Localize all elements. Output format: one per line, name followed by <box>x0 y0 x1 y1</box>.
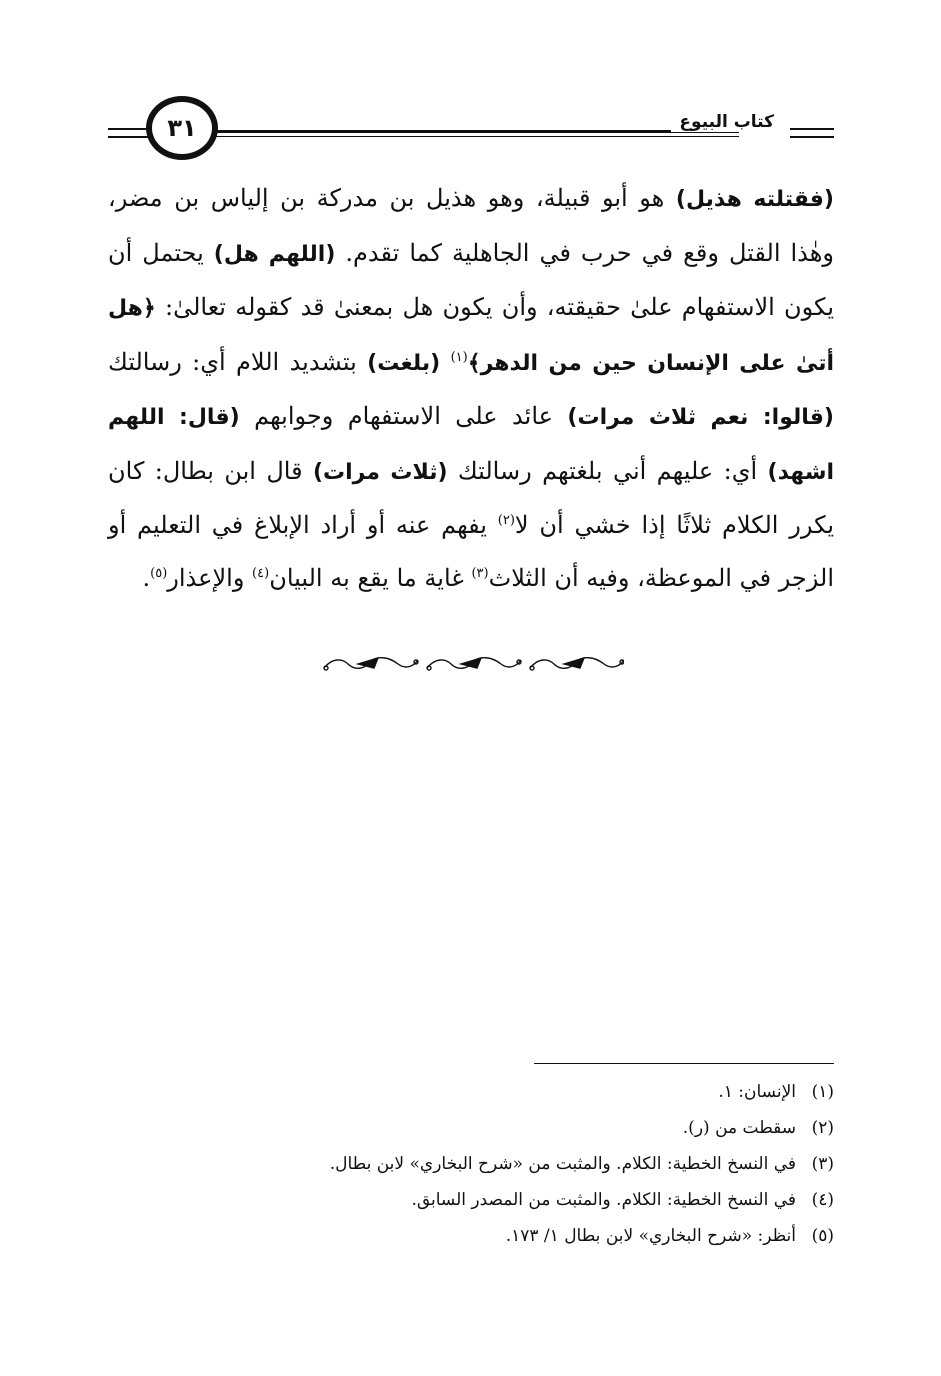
commentary-text: . <box>142 563 151 592</box>
footnote-text: أنظر: «شرح البخاري» لابن بطال ١/ ١٧٣. <box>505 1226 796 1246</box>
body-paragraph <box>108 172 834 604</box>
header-rule <box>206 130 739 133</box>
commentary-text: قال ابن بطال: كان يكرر الكلام ثلاثًا إذا خشي أن لا <box>108 456 835 539</box>
commentary-text: والإعذار <box>167 563 253 592</box>
commentary-text: هو أبو قبيلة، وهو هذيل بن مدركة بن إلياس بن مضر، وهٰذا القتل وقع في حرب في الجاهلية كما تقدم. <box>108 184 835 267</box>
footnote <box>108 1146 834 1182</box>
footnote <box>108 1074 834 1110</box>
header-rule <box>206 136 739 137</box>
footnotes <box>108 1074 834 1254</box>
footnote-marker: (٢) <box>497 513 515 528</box>
footnote-number: (٣) <box>811 1154 834 1174</box>
quoted-hadith-phrase: (قال: اللهم اشهد) <box>108 405 835 485</box>
commentary-text: عائد على الاستفهام وجوابهم <box>239 402 568 430</box>
quoted-hadith-phrase: (اللهم هل) <box>213 241 336 267</box>
quoted-hadith-phrase: (ثلاث مرات) <box>312 459 448 485</box>
quoted-hadith-phrase: ﴿هل أتىٰ على الإنسان حين من الدهر﴾ <box>108 296 834 376</box>
page-header <box>108 92 834 164</box>
footnote-text: في النسخ الخطية: الكلام. والمثبت من المصدر السابق. <box>411 1190 796 1210</box>
commentary-text: بتشديد اللام أي: رسالتك <box>108 347 368 376</box>
commentary-text: يحتمل أن يكون الاستفهام علىٰ حقيقته، وأن يكون هل بمعنىٰ قد كقوله تعالىٰ: <box>108 238 834 321</box>
footnote <box>108 1110 834 1146</box>
quoted-hadith-phrase: (قالوا: نعم ثلاث مرات) <box>567 405 834 430</box>
commentary-text: أي: عليهم أني بلغتهم رسالتك <box>447 456 768 485</box>
footnote-number: (١) <box>811 1082 834 1102</box>
page-number-badge <box>146 96 218 160</box>
quoted-hadith-phrase: (فقتلته هذيل) <box>675 187 834 212</box>
commentary-text: غاية ما يقع به البيان <box>269 563 472 592</box>
footnote-marker: (٥) <box>150 565 168 581</box>
footnote-marker: (٣) <box>471 565 489 581</box>
footnote <box>108 1182 834 1218</box>
quoted-hadith-phrase: (بلغت) <box>367 350 441 376</box>
header-rule <box>790 136 834 138</box>
footnote-text: في النسخ الخطية: الكلام. والمثبت من «شرح البخاري» لابن بطال. <box>329 1154 796 1174</box>
footnote-text: الإنسان: ١. <box>718 1082 796 1102</box>
floral-divider-icon <box>318 650 624 678</box>
footnote-separator <box>534 1063 834 1064</box>
footnote-text: سقطت من (ر). <box>682 1118 796 1138</box>
footnote-marker: (٤) <box>252 565 270 581</box>
commentary-text <box>440 348 450 376</box>
header-rule <box>790 128 834 130</box>
running-title: كتاب البيوع <box>671 112 782 132</box>
footnote-number: (٤) <box>811 1190 834 1210</box>
page-number: ٣١ <box>167 114 197 142</box>
header-rule <box>108 136 152 138</box>
footnote-number: (٢) <box>811 1118 834 1138</box>
commentary-text: يفهم عنه أو أراد الإبلاغ في التعليم أو الزجر في الموعظة، وفيه أن الثلاث <box>108 511 834 592</box>
footnote-marker: (١) <box>450 349 468 365</box>
main-text <box>108 172 834 604</box>
footnote-number: (٥) <box>811 1226 834 1246</box>
footnote <box>108 1218 834 1254</box>
